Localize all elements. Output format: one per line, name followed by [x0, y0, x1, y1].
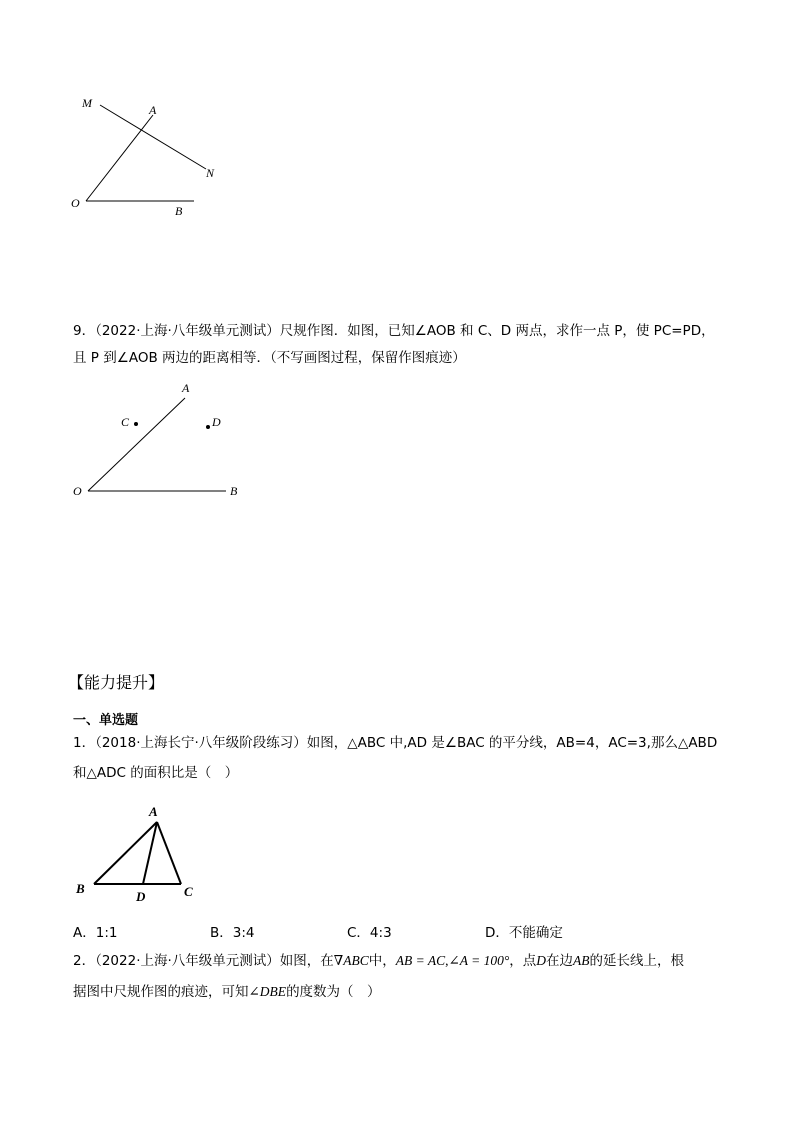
q9-text-line1: 9．（2022·上海·八年级单元测试）尺规作图．如图，已知∠AOB 和 C、D 两点，求作一点 P，使 PC=PD，	[73, 323, 715, 339]
label-O: O	[73, 484, 82, 498]
ray-OA	[88, 398, 185, 491]
q2-side: AB	[573, 953, 590, 968]
figure-q8	[60, 90, 240, 230]
label-A: A	[149, 804, 158, 819]
ray-OA	[86, 115, 153, 201]
q1-option-c[interactable]: C．4:3	[347, 925, 392, 941]
q2-angle: ∠DBE	[248, 984, 287, 999]
q2-prefix: 2．（2022·上海·八年级单元测试）如图，在	[73, 953, 334, 969]
label-B: B	[175, 204, 183, 218]
q1-option-b[interactable]: B．3:4	[210, 925, 255, 941]
q1-option-d[interactable]: D．不能确定	[485, 925, 563, 941]
q2-mid2: ，点	[509, 953, 537, 969]
label-N: N	[206, 166, 215, 180]
q2-mid1: 中，	[368, 953, 396, 969]
point-D	[206, 425, 210, 429]
q2-text-line1	[73, 948, 684, 974]
point-C	[134, 422, 138, 426]
q2-text-line2	[73, 979, 381, 1005]
figure-q9	[60, 370, 260, 505]
label-D: D	[136, 889, 146, 904]
label-C: C	[184, 884, 193, 899]
side-AC	[157, 822, 181, 884]
q1-text-line2: 和△ADC 的面积比是（ ）	[73, 765, 239, 781]
q2-line2-suffix: 的度数为（ ）	[286, 984, 381, 1000]
q2-triangle: ∇ABC	[333, 953, 369, 968]
q2-cond2: ∠A = 100°	[448, 953, 510, 968]
label-B: B	[76, 881, 85, 896]
subsection-title: 一、单选题	[73, 713, 139, 728]
q1-text-line1: 1．（2018·上海长宁·八年级阶段练习）如图，△ABC 中,AD 是∠BAC 的平分线，AB=4，AC=3,那么△ABD	[73, 735, 718, 751]
q2-comma: ,	[445, 953, 449, 968]
side-AB	[94, 822, 157, 884]
q2-point-d: D	[536, 953, 547, 968]
label-A: A	[182, 381, 190, 395]
label-C: C	[121, 415, 130, 429]
label-O: O	[71, 196, 80, 210]
label-D: D	[212, 415, 221, 429]
q2-mid3: 在边	[546, 953, 574, 969]
q2-line2-prefix: 据图中尺规作图的痕迹，可知	[73, 984, 249, 1000]
section-title: 【能力提升】	[68, 673, 165, 692]
label-A: A	[149, 103, 157, 117]
q1-option-a[interactable]: A．1:1	[73, 925, 118, 941]
q9-text-line2: 且 P 到∠AOB 两边的距离相等．（不写画图过程，保留作图痕迹）	[73, 350, 466, 366]
q2-suffix: 的延长线上，根	[589, 953, 685, 969]
bisector-AD	[143, 822, 157, 884]
label-M: M	[82, 96, 92, 110]
q2-cond1: AB = AC	[395, 953, 446, 968]
figure-q1	[70, 800, 210, 910]
label-B: B	[230, 484, 238, 498]
